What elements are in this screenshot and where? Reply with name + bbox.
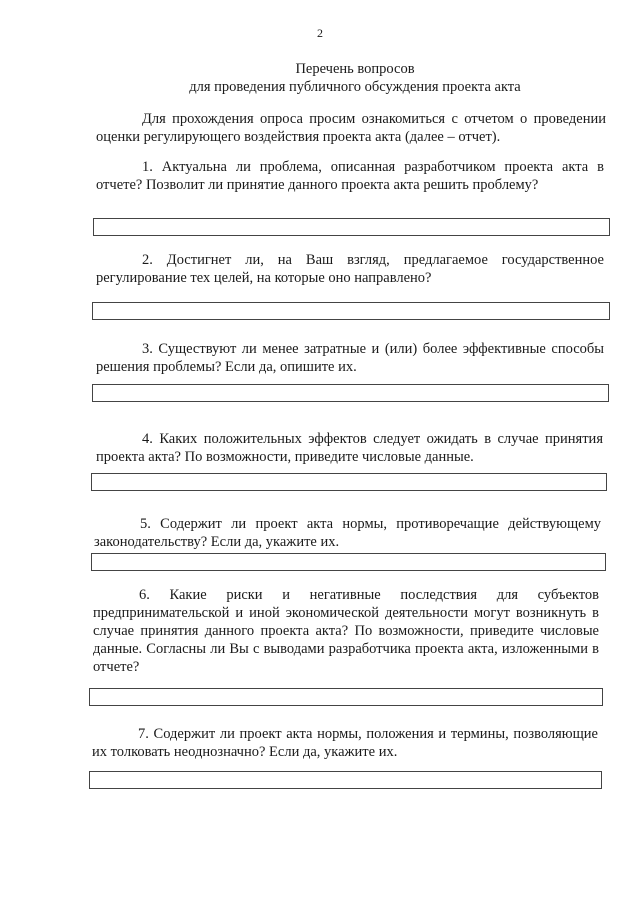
- document-title: [0, 60, 640, 96]
- question-4: 4. Каких положительных эффектов следует ожидать в случае принятия проекта акта? По возможности, приведите числовые данные.: [96, 431, 603, 465]
- answer-field-4[interactable]: [91, 473, 607, 491]
- question-3: 3. Существуют ли менее затратные и (или) более эффективные способы решения проблемы? Если да, опишите их.: [96, 341, 604, 375]
- intro-paragraph: Для прохождения опроса просим ознакомиться с отчетом о проведении оценки регулирующего воздействия проекта акта (далее – отчет).: [96, 111, 606, 145]
- answer-field-7[interactable]: [89, 771, 602, 789]
- answer-field-6[interactable]: [89, 688, 603, 706]
- question-1: 1. Актуальна ли проблема, описанная разработчиком проекта акта в отчете? Позволит ли принятие данного проекта акта решить проблему?: [96, 159, 604, 193]
- page-number: 2: [317, 26, 323, 40]
- question-7: 7. Содержит ли проект акта нормы, положения и термины, позволяющие их толковать неоднозначно? Если да, укажите их.: [92, 726, 598, 760]
- title-line-2: для проведения публичного обсуждения проекта акта: [189, 79, 521, 95]
- answer-field-2[interactable]: [92, 302, 610, 320]
- answer-field-1[interactable]: [93, 218, 610, 236]
- answer-field-5[interactable]: [91, 553, 606, 571]
- question-6: 6. Какие риски и негативные последствия для субъектов предпринимательской и иной экономической деятельности могут возникнуть в случае принятия данного проекта акта? По возможности, приведите числовые данные. Согласны ли Вы с выводами разработчика проекта акта, изложенными в отчете?: [93, 587, 599, 675]
- question-2: 2. Достигнет ли, на Ваш взгляд, предлагаемое государственное регулирование тех целей, на которые оно направлено?: [96, 252, 604, 286]
- question-5: 5. Содержит ли проект акта нормы, противоречащие действующему законодательству? Если да, укажите их.: [94, 516, 601, 550]
- answer-field-3[interactable]: [92, 384, 609, 402]
- title-line-1: Перечень вопросов: [295, 61, 415, 77]
